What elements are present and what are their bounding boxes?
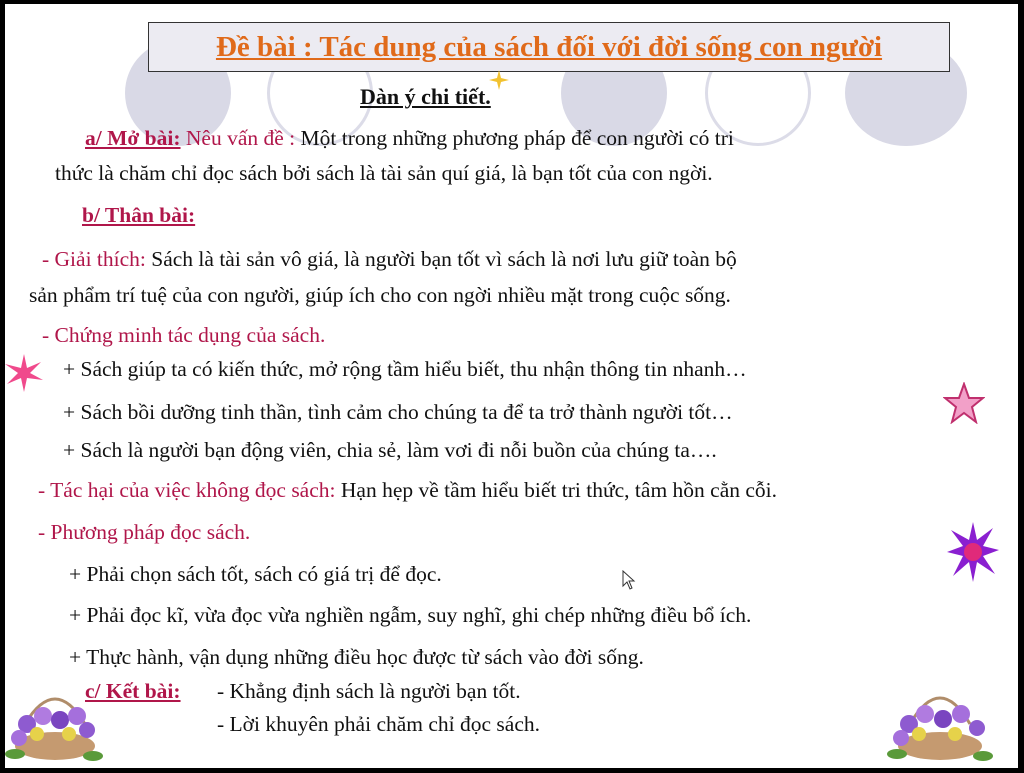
chung-minh-item: + Sách bồi dưỡng tinh thần, tình cảm cho chúng ta để ta trở thành người tốt… [63,400,733,424]
slide [5,4,1018,768]
mo-bai-text1: Một trong những phương pháp để con người có tri [300,126,734,150]
tac-hai-lead: - Tác hại của việc không đọc sách: [38,478,336,502]
mo-bai-line2: thức là chăm chỉ đọc sách bởi sách là tài sản quí giá, là bạn tốt của con ngời. [55,161,713,185]
mo-bai-label: a/ Mở bài: [85,126,181,150]
than-bai-label: b/ Thân bài: [82,203,196,227]
chung-minh-heading: - Chứng minh tác dụng của sách. [42,323,326,347]
ket-bai-label: c/ Kết bài: [85,679,181,703]
giai-thich-text1: Sách là tài sản vô giá, là người bạn tốt vì sách là nơi lưu giữ toàn bộ [151,247,737,271]
mo-bai-lead: Nêu vấn đề : [185,126,296,150]
mouse-cursor-icon [622,570,636,590]
tac-hai-text: Hạn hẹp về tầm hiểu biết tri thức, tâm hồn cằn cỗi. [340,478,778,502]
giai-thich-line2: sản phẩm trí tuệ của con người, giúp ích cho con ngời nhiều mặt trong cuộc sống. [29,283,731,307]
tac-hai-line [38,477,777,503]
flower-basket-icon [5,664,105,768]
title-box [148,22,950,72]
mo-bai-line1 [85,125,734,151]
giai-thich-line1 [42,246,737,272]
ket-bai-line1: - Khẳng định sách là người bạn tốt. [217,679,521,703]
page-title: Đề bài : Tác dung của sách đối với đời sống con người [215,31,883,63]
yellow-sparkle-icon [489,70,509,90]
subtitle: Dàn ý chi tiết. [360,84,491,109]
phuong-phap-item: + Phải chọn sách tốt, sách có giá trị để đọc. [69,562,442,586]
giai-thich-lead: - Giải thích: [42,247,146,271]
chung-minh-item: + Sách giúp ta có kiến thức, mở rộng tầm hiểu biết, thu nhận thông tin nhanh… [63,357,747,381]
ket-bai-line2: - Lời khuyên phải chăm chỉ đọc sách. [217,712,541,736]
pink-star-icon [943,382,985,424]
chung-minh-item: + Sách là người bạn động viên, chia sẻ, làm vơi đi nỗi buồn của chúng ta…. [63,438,717,462]
phuong-phap-item: + Phải đọc kĩ, vừa đọc vừa nghiền ngẫm, suy nghĩ, ghi chép những điều bổ ích. [69,603,752,627]
phuong-phap-item: + Thực hành, vận dụng những điều học được từ sách vào đời sống. [69,645,644,669]
phuong-phap-heading: - Phương pháp đọc sách. [38,520,251,544]
flower-basket-icon [885,664,995,768]
purple-starburst-icon [947,522,999,582]
pink-sparkle-icon [5,354,43,392]
